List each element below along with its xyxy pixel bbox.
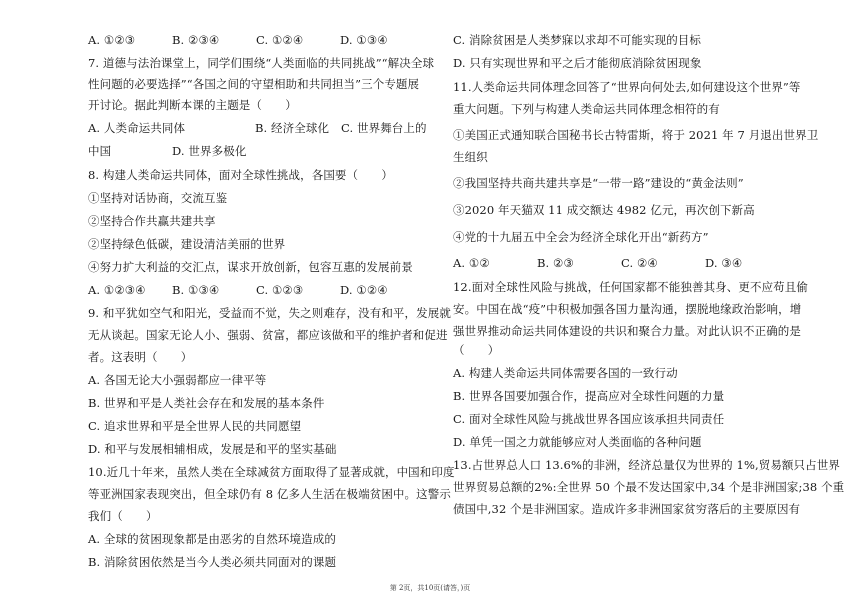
q9-option-c: C. 追求世界和平是全世界人民的共同愿望 [88, 419, 302, 433]
q12-option-b: B. 世界各国要加强合作，提高应对全球性问题的力量 [453, 389, 725, 403]
q9-stem-line: 者。这表明（ ） [88, 350, 193, 364]
q8-item-1: ①坚持对话协商，交流互鉴 [88, 191, 228, 205]
q8-option-a: A. ①②③④ [88, 283, 146, 297]
right-column [453, 32, 845, 517]
q6-option-d: D. ①③④ [340, 33, 388, 47]
q11-item-2: ②我国坚持共商共建共享是“一带一路”建设的“黄金法则” [453, 176, 744, 190]
q12-option-a: A. 构建人类命运共同体需要各国的一致行动 [453, 366, 678, 380]
q6-option-b: B. ②③④ [172, 33, 220, 47]
q11-item-1: ①美国正式通知联合国秘书长古特雷斯，将于 2021 年 7 月退出世界卫 [453, 128, 819, 142]
q13-stem-line: 世界贸易总额的2%:全世界 50 个最不发达国家中,34 个是非洲国家;38 个重 [453, 480, 845, 494]
q9-stem-line: 无从谈起。国家无论人小、强弱、贫富，都应该做和平的维护者和促进 [88, 328, 448, 342]
q11-option-c: C. ②④ [621, 256, 658, 270]
q7-option-d: D. 世界多极化 [172, 144, 247, 158]
q9-stem-line: 9. 和平犹如空气和阳光，受益而不觉，失之则难存，没有和平，发展就 [88, 306, 451, 320]
q7-stem-line: 7. 道德与法治课堂上，同学们围绕“人类面临的共同挑战”“解决全球 [88, 56, 435, 70]
q8-option-b: B. ①③④ [172, 283, 220, 297]
q11-option-b: B. ②③ [537, 256, 574, 270]
q10-option-c: C. 消除贫困是人类梦寐以求却不可能实现的目标 [453, 33, 701, 47]
q8-option-c: C. ①②③ [256, 283, 304, 297]
q13-stem-line: 13.占世界总人口 13.6%的非洲，经济总量仅为世界的 1%,贸易额只占世界 [453, 458, 840, 472]
q7-options-row1 [88, 120, 428, 136]
q10-stem-line: 等亚洲国家表现突出，但全球仍有 8 亿多人生活在极端贫困中。这警示 [88, 487, 451, 501]
q8-item-3: ②坚持绿色低碳，建设清洁美丽的世界 [88, 237, 286, 251]
left-column [88, 32, 455, 570]
q7-options-row2 [88, 143, 428, 159]
q11-item-1-continued: 生组织 [453, 150, 488, 164]
q11-item-4: ④党的十九届五中全会为经济全球化开出“新药方” [453, 230, 709, 244]
q11-stem-line: 重大问题。下列与构建人类命运共同体理念相符的有 [453, 102, 720, 116]
q8-option-d: D. ①②④ [340, 283, 388, 297]
q7-stem-line: 开讨论。据此判断本课的主题是（ ） [88, 98, 297, 112]
q12-stem-line: 强世界推动命运共同体建设的共识和聚合力量。对此认识不正确的是 [453, 324, 801, 338]
page-footer: 第 2页，共10页(请答，)页 [389, 584, 471, 592]
q11-option-a: A. ①② [453, 256, 490, 270]
q12-option-c: C. 面对全球性风险与挑战世界各国应该承担共同责任 [453, 412, 725, 426]
q11-options [453, 255, 798, 271]
q7-option-c: C. 世界舞台上的 [341, 121, 427, 135]
q10-stem-line: 10.近几十年来，虽然人类在全球减贫方面取得了显著成就，中国和印度 [88, 465, 455, 479]
q6-option-c: C. ①②④ [256, 33, 304, 47]
q8-item-4: ④努力扩大利益的交汇点，谋求开放创新，包容互惠的发展前景 [88, 260, 413, 274]
q11-option-d: D. ③④ [705, 256, 743, 270]
q12-stem-line: 12.面对全球性风险与挑战，任何国家都不能独善其身、更不应苟且偷 [453, 280, 808, 294]
q10-stem-line: 我们（ ） [88, 509, 158, 523]
q12-answer-blank: （ ） [453, 343, 500, 357]
q6-option-a: A. ①②③ [88, 33, 136, 47]
q7-option-c-continued: 中国 [88, 144, 112, 158]
q8-options [88, 282, 428, 298]
q12-stem-line: 安。中国在战“疫”中积极加强各国力量沟通，摆脱地缘政治影响，增 [453, 302, 802, 316]
q11-stem-line: 11.人类命运共同体理念回答了“世界向何处去,如何建设这个世界”等 [453, 80, 801, 94]
q8-item-2: ②坚持合作共赢共建共享 [88, 214, 216, 228]
q9-option-a: A. 各国无论大小强弱都应一律平等 [88, 373, 267, 387]
q10-option-a: A. 全球的贫困现象都是由恶劣的自然环境造成的 [88, 532, 336, 546]
q9-option-d: D. 和平与发展相辅相成，发展是和平的坚实基础 [88, 442, 337, 456]
q13-stem-line: 债国中,32 个是非洲国家。造成许多非洲国家贫穷落后的主要原因有 [453, 502, 801, 516]
q10-option-d: D. 只有实现世界和平之后才能彻底消除贫困现象 [453, 56, 702, 70]
q9-option-b: B. 世界和平是人类社会存在和发展的基本条件 [88, 396, 325, 410]
q11-item-3: ③2020 年天猫双 11 成交额达 4982 亿元，再次创下新高 [453, 203, 755, 217]
q7-option-b: B. 经济全球化 [255, 121, 330, 135]
q8-stem: 8. 构建人类命运共同体，面对全球性挑战，各国要（ ） [88, 168, 393, 182]
q7-option-a: A. 人类命运共同体 [88, 121, 186, 135]
q6-options [88, 32, 428, 48]
q10-option-b: B. 消除贫困依然是当今人类必须共同面对的课题 [88, 555, 337, 569]
q7-stem-line: 性问题的必要选择”“各国之间的守望相助和共同担当”三个专题展 [88, 77, 420, 91]
q12-option-d: D. 单凭一国之力就能够应对人类面临的各种问题 [453, 435, 702, 449]
